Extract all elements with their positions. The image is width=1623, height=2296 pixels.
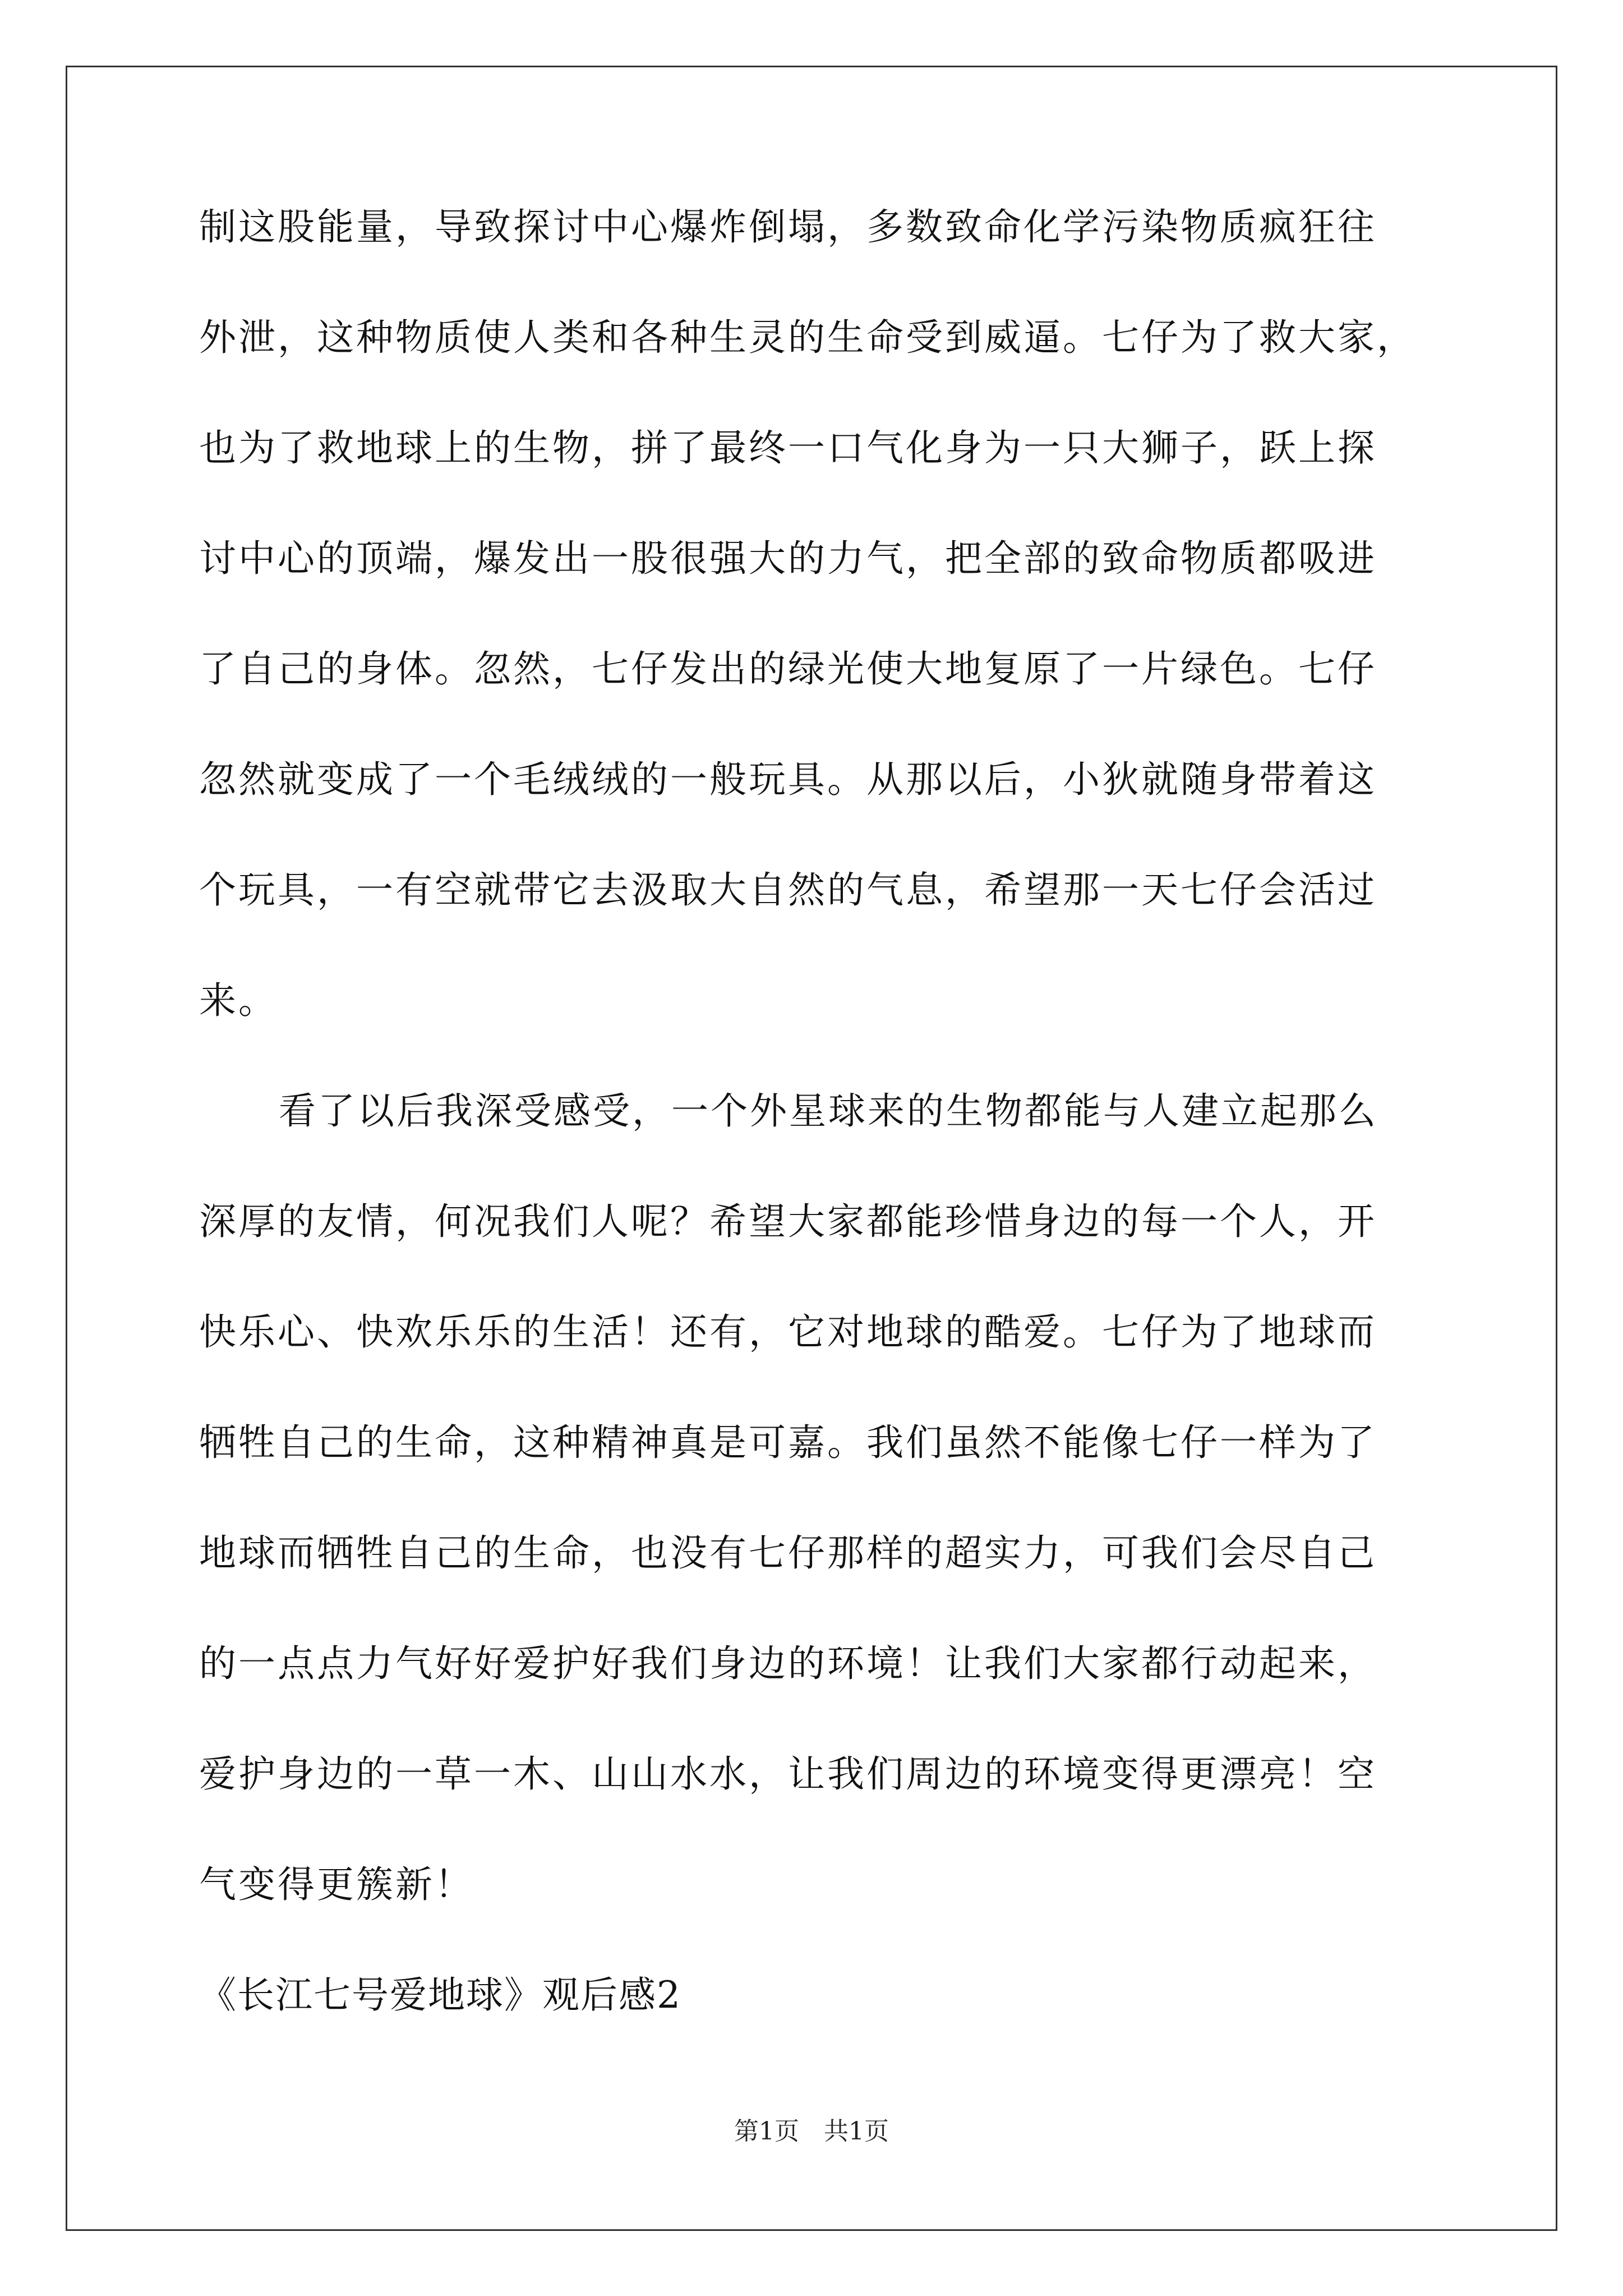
paragraph-line: 忽然就变成了一个毛绒绒的一般玩具。从那以后，小狄就随身带着这: [199, 758, 1377, 801]
paragraph-line: 地球而牺牲自己的生命，也没有七仔那样的超实力，可我们会尽自己: [199, 1531, 1377, 1575]
paragraph-line: 讨中心的顶端，爆发出一股很强大的力气，把全部的致命物质都吸进: [199, 537, 1377, 580]
paragraph-line: 的一点点力气好好爱护好我们身边的环境！让我们大家都行动起来，: [199, 1642, 1377, 1685]
paragraph-line: 也为了救地球上的生物，拼了最终一口气化身为一只大狮子，跃上探: [199, 426, 1377, 470]
paragraph-line: 来。: [199, 979, 278, 1022]
paragraph-line: 深厚的友情，何况我们人呢？希望大家都能珍惜身边的每一个人，开: [199, 1200, 1377, 1243]
paragraph-line: 爱护身边的一草一木、山山水水，让我们周边的环境变得更漂亮！空: [199, 1752, 1377, 1796]
paragraph-line: 制这股能量，导致探讨中心爆炸倒塌，多数致命化学污染物质疯狂往: [199, 205, 1377, 249]
paragraph-line: 了自己的身体。忽然，七仔发出的绿光使大地复原了一片绿色。七仔: [199, 647, 1377, 691]
page-number: 第1页 共1页: [734, 2117, 889, 2146]
paragraph-line: 看了以后我深受感受，一个外星球来的生物都能与人建立起那么: [279, 1089, 1378, 1133]
section-title: 《长江七号爱地球》观后感2: [199, 1973, 681, 2017]
paragraph-line: 外泄，这种物质使人类和各种生灵的生命受到威逼。七仔为了救大家，: [199, 316, 1416, 359]
paragraph-line: 牺牲自己的生命，这种精神真是可嘉。我们虽然不能像七仔一样为了: [199, 1421, 1377, 1464]
paragraph-line: 个玩具，一有空就带它去汲取大自然的气息，希望那一天七仔会活过: [199, 868, 1377, 912]
paragraph-line: 快乐心、快欢乐乐的生活！还有，它对地球的酷爱。七仔为了地球而: [199, 1310, 1377, 1354]
paragraph-line: 气变得更簇新！: [199, 1863, 474, 1906]
